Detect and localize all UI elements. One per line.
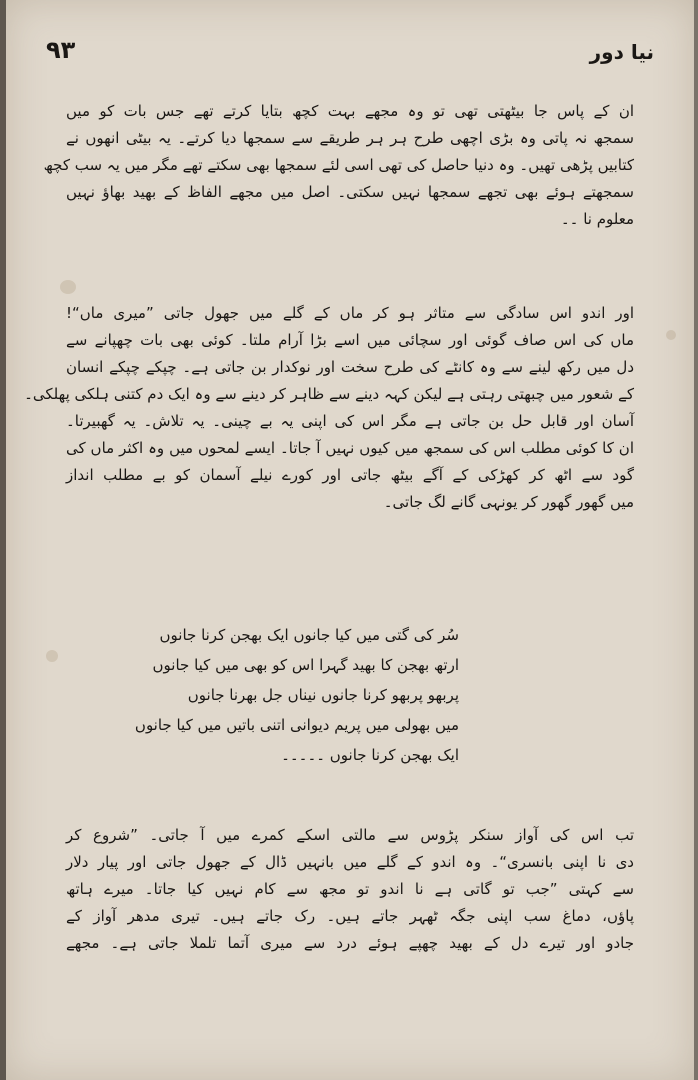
page-number: ۹۳ [46,36,76,64]
text-line: سے کہتی ”جب تو گاتی ہے نا اندو تو مجھ سے کام نہیں کیا جاتا۔ میرے ہاتھ [66,880,634,898]
text-line: دی نا اپنی بانسری“۔ وہ اندو کے گلے میں بانہیں ڈال کے جھول جاتی اور پیار دلار [66,853,634,871]
text-line: جادو اور تیرے دل کے بھید چھپے ہوئے درد سے میری آتما تلملا جاتی ہے۔ مجھے [66,934,634,952]
running-title: نیا دور [589,40,654,64]
text-line: معلوم نا ۔۔ [560,210,634,228]
verse-line: ارتھ بھجن کا بھید گہرا اس کو بھی میں کیا جانوں [152,656,459,674]
paper-stain [46,650,58,662]
text-line: ان کا کوئی مطلب اس کی سمجھ میں کیوں نہیں آ جاتا۔ ایسے لمحوں میں وہ اکثر ماں کی [66,439,634,457]
paragraph-1 [43,98,634,233]
paper-stain [60,280,76,294]
paragraph-2 [24,300,634,516]
text-line: کتابیں پڑھی تھیں۔ وہ دنیا حاصل کی تھی اسی لئے سمجھا بھی سکتے تھے مگر میں یہ سب کچھ [43,156,634,174]
page-header [46,36,654,76]
book-page [6,0,694,1080]
verse-line: پربھو پربھو کرنا جانوں نیناں جل بھرنا جانوں [187,686,459,704]
text-line: تب اس کی آواز سنکر پڑوس سے مالتی اسکے کمرے میں آ جاتی۔ ”شروع کر [66,826,634,844]
paragraph-3 [66,822,634,957]
text-line: سمجھتے ہوئے بھی تجھے سمجھا نہیں سکتی۔ اصل میں مجھے الفاظ کے بھید بھاؤ نہیں [66,183,634,201]
text-line: دل میں رکھ لینے سے وہ کانٹے کی طرح سخت اور نوکدار بن جاتی ہے۔ چپکے چپکے انسان [66,358,634,376]
verse-line: میں بھولی میں پریم دیوانی اتنی باتیں میں کیا جانوں [134,716,459,734]
text-line: اور اندو اس سادگی سے متاثر ہو کر ماں کے گلے میں جھول جاتی ”میری ماں“! [66,304,634,322]
text-line: سمجھ نہ پاتی وہ بڑی اچھی طرح ہر ہر طریقے سے سمجھا دیا کرتے۔ یہ بیٹی انھوں نے [66,129,634,147]
text-line: ان کے پاس جا بیٹھتی تھی تو وہ مجھے بہت کچھ بتایا کرتے تھے جس بات کو میں [66,102,634,120]
text-line: گود سے اٹھ کر کھڑکی کے آگے بیٹھ جاتی اور کورے نیلے آسمان کو بے مطلب انداز [66,466,634,484]
song-verses [134,620,459,770]
text-line: ماں کی اس صاف گوئی اور سچائی میں اسے بڑا آرام ملتا۔ کوئی بھی بات چھپانے سے [66,331,634,349]
paper-stain [666,330,676,340]
text-line: میں گھور گھور کر یونہی گانے لگ جاتی۔ [383,493,634,511]
verse-line: ایک بھجن کرنا جانوں ۔۔۔۔۔ [281,746,459,764]
text-line: پاؤں، دماغ سب اپنی جگہ ٹھہر جاتے ہیں۔ رک جاتے ہیں۔ تیری مدھر آواز کے [66,907,634,925]
text-line: کے شعور میں چبھتی رہتی ہے لیکن کہہ دینے سے ظاہر کر دینے سے وہ ایک دم کتنی ہلکی پھلکی۔ [24,385,634,403]
verse-line: سُر کی گتی میں کیا جانوں ایک بھجن کرنا جانوں [159,626,459,644]
text-line: آسان اور قابل حل بن جاتی ہے مگر اس کی اپنی یہ بے چینی۔ یہ تلاش۔ یہ گھبیرتا۔ [66,412,634,430]
